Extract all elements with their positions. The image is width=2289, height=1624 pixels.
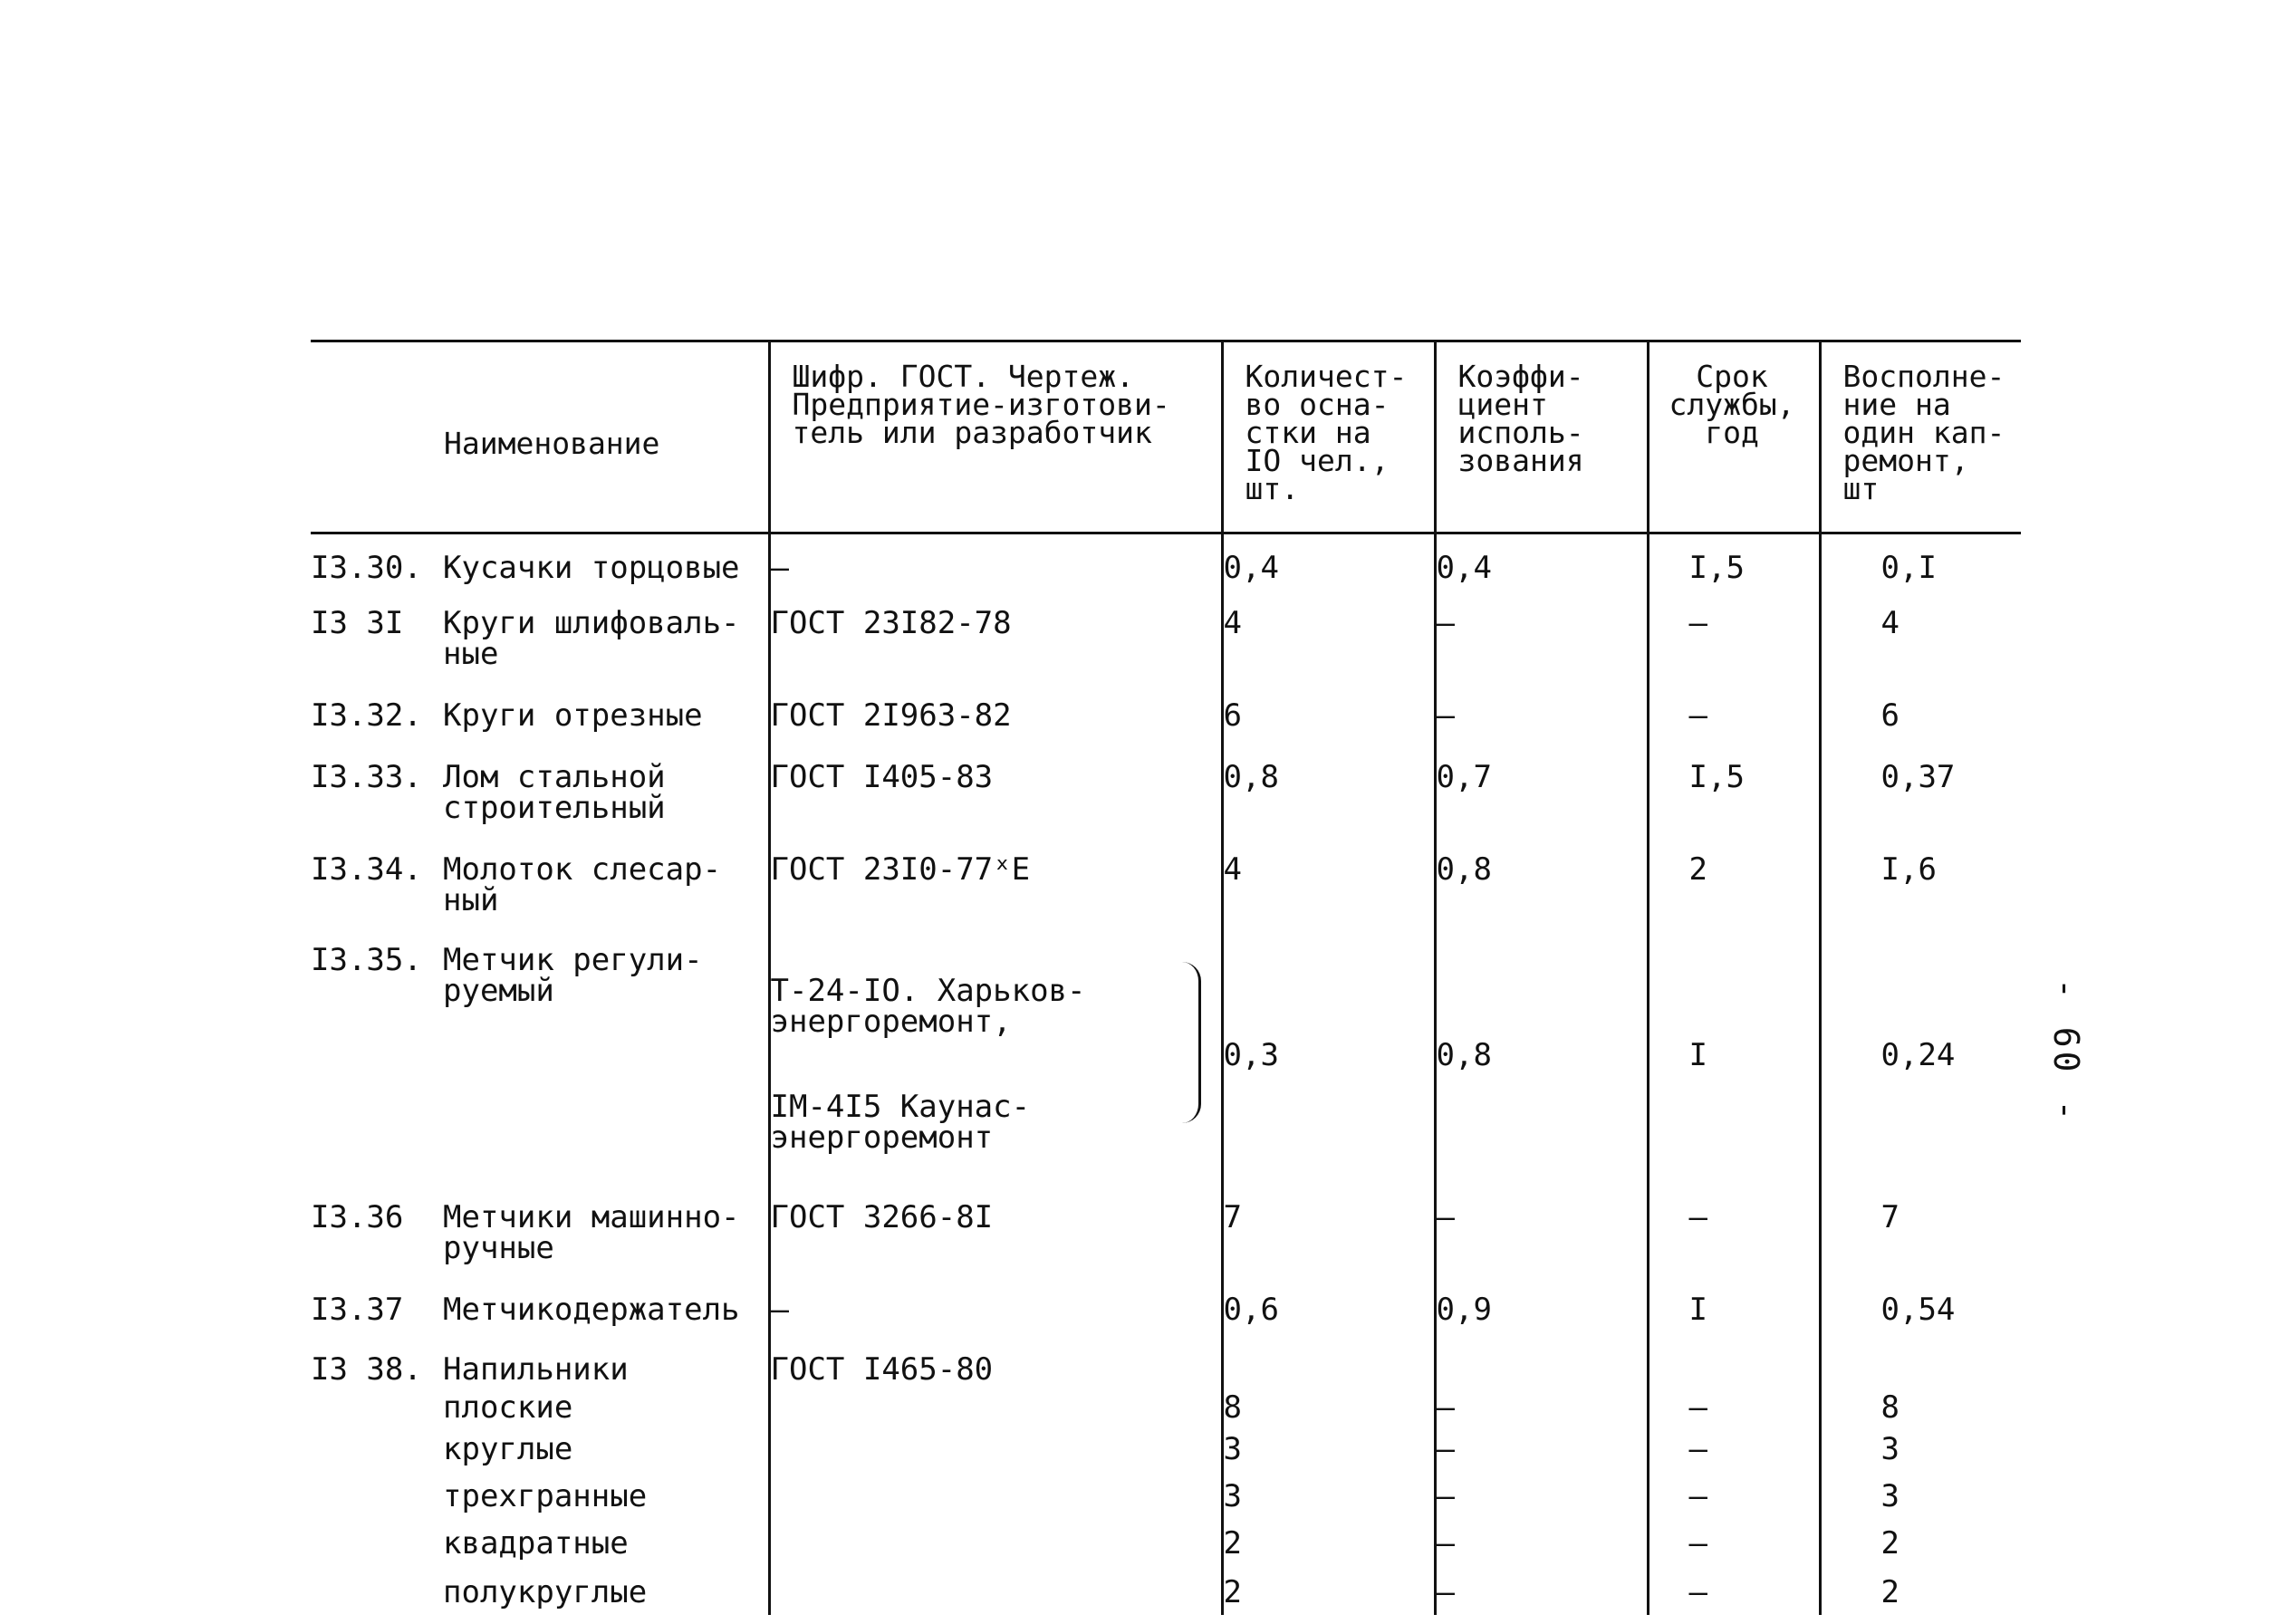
row-life: I,5	[1648, 533, 1820, 590]
curly-brace	[1182, 962, 1201, 1123]
row-code: ГОСТ 23I0-77ˣЕ	[769, 836, 1222, 927]
row-life: –	[1648, 682, 1820, 744]
row-name: Круги шлифоваль- ные	[443, 604, 740, 672]
row-coef: 0,9	[1435, 1276, 1648, 1336]
row-repl: 4	[1820, 590, 2021, 682]
row-code-line: IМ-4I5 Каунас- энергоремонт	[770, 1088, 1031, 1156]
row-repl: 0,I	[1820, 533, 2021, 590]
row-name: Напильники	[443, 1350, 629, 1388]
table-row	[311, 836, 2021, 927]
table-row	[311, 744, 2021, 836]
subrow-life: –	[1648, 1570, 1820, 1615]
subrow-name: квадратные	[443, 1524, 629, 1562]
subrow-coef: –	[1435, 1474, 1648, 1521]
row-repl: 0,37	[1820, 744, 2021, 836]
row-number: I3 38.	[311, 1350, 422, 1388]
row-number: I3 3I	[311, 604, 404, 641]
subrow-qty: 3	[1222, 1427, 1435, 1474]
row-life	[1648, 1336, 1820, 1385]
header-repl: Восполне- ние на один кап- ремонт, шт	[1820, 341, 2021, 533]
table-header-row	[311, 341, 2021, 533]
subrow-name: трехгранные	[443, 1477, 648, 1514]
subrow-life: –	[1648, 1521, 1820, 1570]
row-repl: 0,24	[1820, 927, 2021, 1184]
row-code: ГОСТ 2I963-82	[769, 682, 1222, 744]
row-repl: I,6	[1820, 836, 2021, 927]
row-coef: 0,4	[1435, 533, 1648, 590]
table-row	[311, 1184, 2021, 1276]
row-repl: 6	[1820, 682, 2021, 744]
row-qty: 4	[1222, 836, 1435, 927]
row-number: I3.34.	[311, 850, 422, 888]
table-subrow	[311, 1474, 2021, 1521]
table-row	[311, 1276, 2021, 1336]
row-qty: 0,4	[1222, 533, 1435, 590]
row-qty	[1222, 1336, 1435, 1385]
row-name: Метчик регули- руемый	[443, 941, 703, 1009]
row-qty: 0,6	[1222, 1276, 1435, 1336]
row-name: Кусачки торцовые	[443, 550, 740, 586]
table-row	[311, 590, 2021, 682]
table-row	[311, 682, 2021, 744]
row-name: Молоток слесар- ный	[443, 850, 722, 918]
row-code: ГОСТ I465-80	[769, 1336, 1222, 1385]
subrow-qty: 2	[1222, 1570, 1435, 1615]
subrow-repl: 3	[1820, 1474, 2021, 1521]
table-subrow	[311, 1427, 2021, 1474]
row-life: I,5	[1648, 744, 1820, 836]
row-life: 2	[1648, 836, 1820, 927]
row-name: Лом стальной строительный	[443, 758, 666, 826]
row-name: Круги отрезные	[443, 697, 703, 734]
subrow-repl: 2	[1820, 1521, 2021, 1570]
header-code: Шифр. ГОСТ. Чертеж. Предприятие-изготови- тель или разработчик	[769, 341, 1222, 533]
subrow-name: круглые	[443, 1430, 573, 1467]
row-life: –	[1648, 590, 1820, 682]
row-repl	[1820, 1336, 2021, 1385]
row-code: ГОСТ 23I82-78	[769, 590, 1222, 682]
subrow-life: –	[1648, 1474, 1820, 1521]
row-code	[769, 927, 1222, 1184]
row-number: I3.32.	[311, 697, 422, 734]
row-coef: 0,8	[1435, 927, 1648, 1184]
row-qty: 7	[1222, 1184, 1435, 1276]
header-coef: Коэффи- циент исполь- зования	[1435, 341, 1648, 533]
subrow-coef: –	[1435, 1427, 1648, 1474]
subrow-name: плоские	[443, 1389, 573, 1426]
row-code: –	[769, 1276, 1222, 1336]
table-row	[311, 927, 2021, 1184]
table-subrow	[311, 1570, 2021, 1615]
row-number: I3.36	[311, 1198, 404, 1235]
row-life: I	[1648, 1276, 1820, 1336]
row-name: Метчикодержатель	[443, 1291, 740, 1328]
subrow-name: полукруглые	[443, 1573, 648, 1610]
subrow-repl: 2	[1820, 1570, 2021, 1615]
table-subrow	[311, 1521, 2021, 1570]
row-number: I3.33.	[311, 758, 422, 795]
subrow-repl: 8	[1820, 1385, 2021, 1427]
header-name: Наименование	[311, 341, 769, 533]
row-life: –	[1648, 1184, 1820, 1276]
subrow-life: –	[1648, 1427, 1820, 1474]
subrow-qty: 3	[1222, 1474, 1435, 1521]
header-life: Срок службы, год	[1648, 341, 1820, 533]
row-qty: 0,3	[1222, 927, 1435, 1184]
row-qty: 4	[1222, 590, 1435, 682]
table-row	[311, 533, 2021, 590]
row-code: –	[769, 533, 1222, 590]
row-qty: 0,8	[1222, 744, 1435, 836]
subrow-coef: –	[1435, 1521, 1648, 1570]
row-coef: –	[1435, 682, 1648, 744]
subrow-coef: –	[1435, 1385, 1648, 1427]
row-repl: 0,54	[1820, 1276, 2021, 1336]
subrow-coef: –	[1435, 1570, 1648, 1615]
row-coef: –	[1435, 1184, 1648, 1276]
row-number: I3.35.	[311, 941, 422, 978]
subrow-qty: 8	[1222, 1385, 1435, 1427]
row-code: ГОСТ I405-83	[769, 744, 1222, 836]
header-qty: Количест- во осна- стки на IO чел., шт.	[1222, 341, 1435, 533]
row-coef: 0,7	[1435, 744, 1648, 836]
row-coef: –	[1435, 590, 1648, 682]
row-coef: 0,8	[1435, 836, 1648, 927]
row-number: I3.37	[311, 1291, 404, 1328]
row-coef	[1435, 1336, 1648, 1385]
equipment-table	[311, 340, 2021, 1615]
row-repl: 7	[1820, 1184, 2021, 1276]
subrow-repl: 3	[1820, 1427, 2021, 1474]
row-number: I3.30.	[311, 550, 422, 586]
row-name: Метчики машинно- ручные	[443, 1198, 740, 1266]
table-subrow	[311, 1385, 2021, 1427]
table-row	[311, 1336, 2021, 1385]
subrow-life: –	[1648, 1385, 1820, 1427]
row-life: I	[1648, 927, 1820, 1184]
row-code: ГОСТ 3266-8I	[769, 1184, 1222, 1276]
subrow-qty: 2	[1222, 1521, 1435, 1570]
page-number: - 60 -	[2046, 978, 2086, 1125]
row-code-line: Т-24-IO. Харьков- энергоремонт,	[770, 972, 1086, 1040]
row-qty: 6	[1222, 682, 1435, 744]
